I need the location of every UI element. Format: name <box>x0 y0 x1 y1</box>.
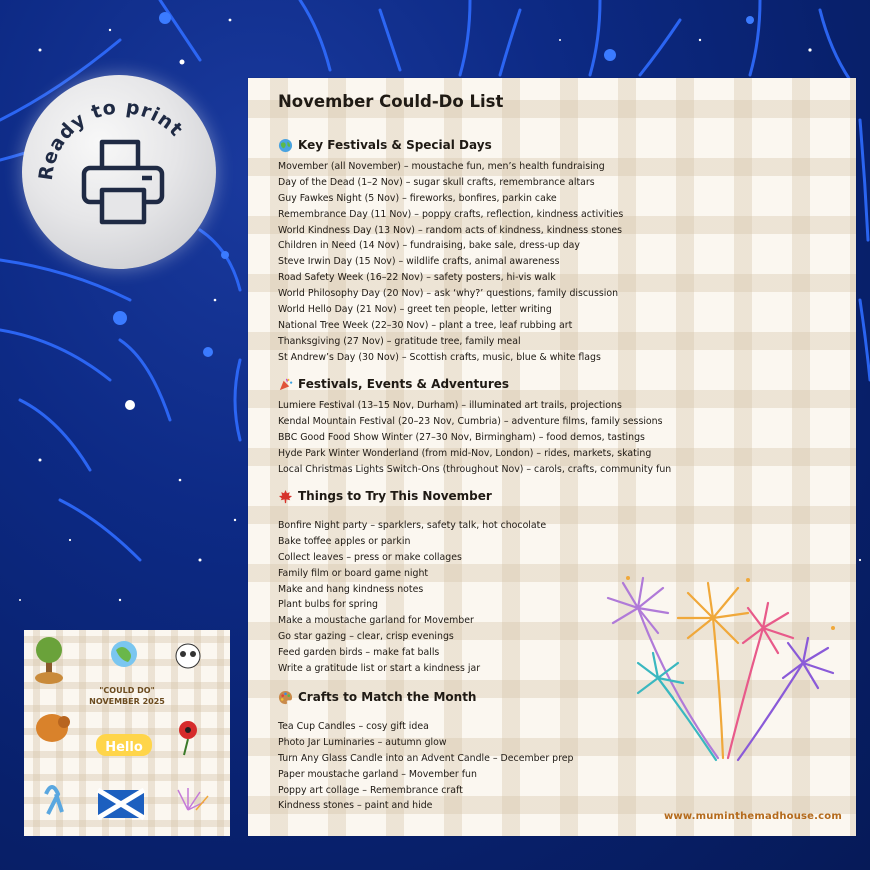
fireworks-illustration <box>598 568 848 768</box>
section-title: Festivals, Events & Adventures <box>298 377 510 391</box>
list-item: BBC Good Food Show Winter (27–30 Nov, Birmingham) – food demos, tastings <box>278 431 645 443</box>
section-title: Crafts to Match the Month <box>298 690 477 704</box>
list-item: Photo Jar Luminaries – autumn glow <box>278 736 447 748</box>
list-item: Children in Need (14 Nov) – fundraising, bake sale, dress-up day <box>278 240 580 252</box>
list-item: Feed garden birds – make fat balls <box>278 647 440 659</box>
item-list <box>278 159 838 366</box>
list-item: Guy Fawkes Night (5 Nov) – fireworks, bonfires, parkin cake <box>278 192 557 204</box>
list-item: Local Christmas Lights Switch-Ons (throughout Nov) – carols, crafts, community fun <box>278 463 672 475</box>
list-item: Plant bulbs for spring <box>278 599 378 611</box>
section-title: Key Festivals & Special Days <box>298 138 492 152</box>
list-item: Movember (all November) – moustache fun, men’s health fundraising <box>278 161 605 172</box>
ready-to-print-badge <box>22 75 216 269</box>
thumbnail-illustrations <box>24 630 230 836</box>
list-item: World Hello Day (21 Nov) – greet ten people, letter writing <box>278 304 552 316</box>
list-item: Make a moustache garland for Movember <box>278 615 474 627</box>
section-header <box>278 136 838 154</box>
list-item: World Philosophy Day (20 Nov) – ask ‘why?’ questions, family discussion <box>278 288 619 300</box>
thumbnail-hello: Hello <box>105 740 143 755</box>
could-do-sheet <box>248 78 856 836</box>
printable-thumbnail <box>24 630 230 836</box>
section-festivals-events <box>278 375 838 477</box>
list-item: Poppy art collage – Remembrance craft <box>278 784 463 796</box>
list-item: Turn Any Glass Candle into an Advent Candle – December prep <box>278 752 574 764</box>
section-header <box>278 487 838 505</box>
list-item: National Tree Week (22–30 Nov) – plant a tree, leaf rubbing art <box>278 319 573 331</box>
list-item: Make and hang kindness notes <box>278 583 424 595</box>
list-item: Kendal Mountain Festival (20–23 Nov, Cumbria) – adventure films, family sessions <box>278 415 663 427</box>
list-item: Collect leaves – press or make collages <box>278 551 462 563</box>
section-header <box>278 375 838 393</box>
party-popper-icon <box>278 377 293 392</box>
page-title: November Could-Do List <box>278 92 504 111</box>
list-item: Thanksgiving (27 Nov) – gratitude tree, family meal <box>278 335 521 347</box>
list-item: St Andrew’s Day (30 Nov) – Scottish crafts, music, blue & white flags <box>278 351 601 363</box>
palette-icon <box>278 690 293 705</box>
list-item: Tea Cup Candles – cosy gift idea <box>278 721 429 732</box>
list-item: Go star gazing – clear, crisp evenings <box>278 631 454 643</box>
list-item: Bake toffee apples or parkin <box>278 535 411 547</box>
list-item: Hyde Park Winter Wonderland (from mid-Nov, London) – rides, markets, skating <box>278 447 652 459</box>
list-item: Kindness stones – paint and hide <box>278 800 433 812</box>
list-item: Lumiere Festival (13–15 Nov, Durham) – illuminated art trails, projections <box>278 400 622 411</box>
section-key-festivals <box>278 136 838 366</box>
list-item: Steve Irwin Day (15 Nov) – wildlife crafts, animal awareness <box>278 256 560 268</box>
website-url[interactable]: www.muminthemadhouse.com <box>663 811 842 822</box>
list-item: Bonfire Night party – sparklers, safety talk, hot chocolate <box>278 520 547 531</box>
section-title: Things to Try This November <box>298 489 492 503</box>
list-item: Day of the Dead (1–2 Nov) – sugar skull crafts, remembrance altars <box>278 176 595 188</box>
badge-text: Ready to print <box>34 96 188 182</box>
thumbnail-title-line2: NOVEMBER 2025 <box>89 697 165 706</box>
list-item: World Kindness Day (13 Nov) – random acts of kindness, kindness stones <box>278 224 623 236</box>
thumbnail-title-line1: "COULD DO" <box>99 686 155 695</box>
list-item: Family film or board game night <box>278 567 429 579</box>
list-item: Paper moustache garland – Movember fun <box>278 768 477 780</box>
maple-leaf-icon <box>278 489 293 504</box>
list-item: Remembrance Day (11 Nov) – poppy crafts, reflection, kindness activities <box>278 208 624 220</box>
globe-icon <box>278 138 293 153</box>
list-item: Write a gratitude list or start a kindness jar <box>278 663 481 675</box>
item-list <box>278 398 838 477</box>
thumbnail-title <box>86 685 168 707</box>
list-item: Road Safety Week (16–22 Nov) – safety posters, hi-vis walk <box>278 272 556 284</box>
printer-icon <box>80 138 166 226</box>
